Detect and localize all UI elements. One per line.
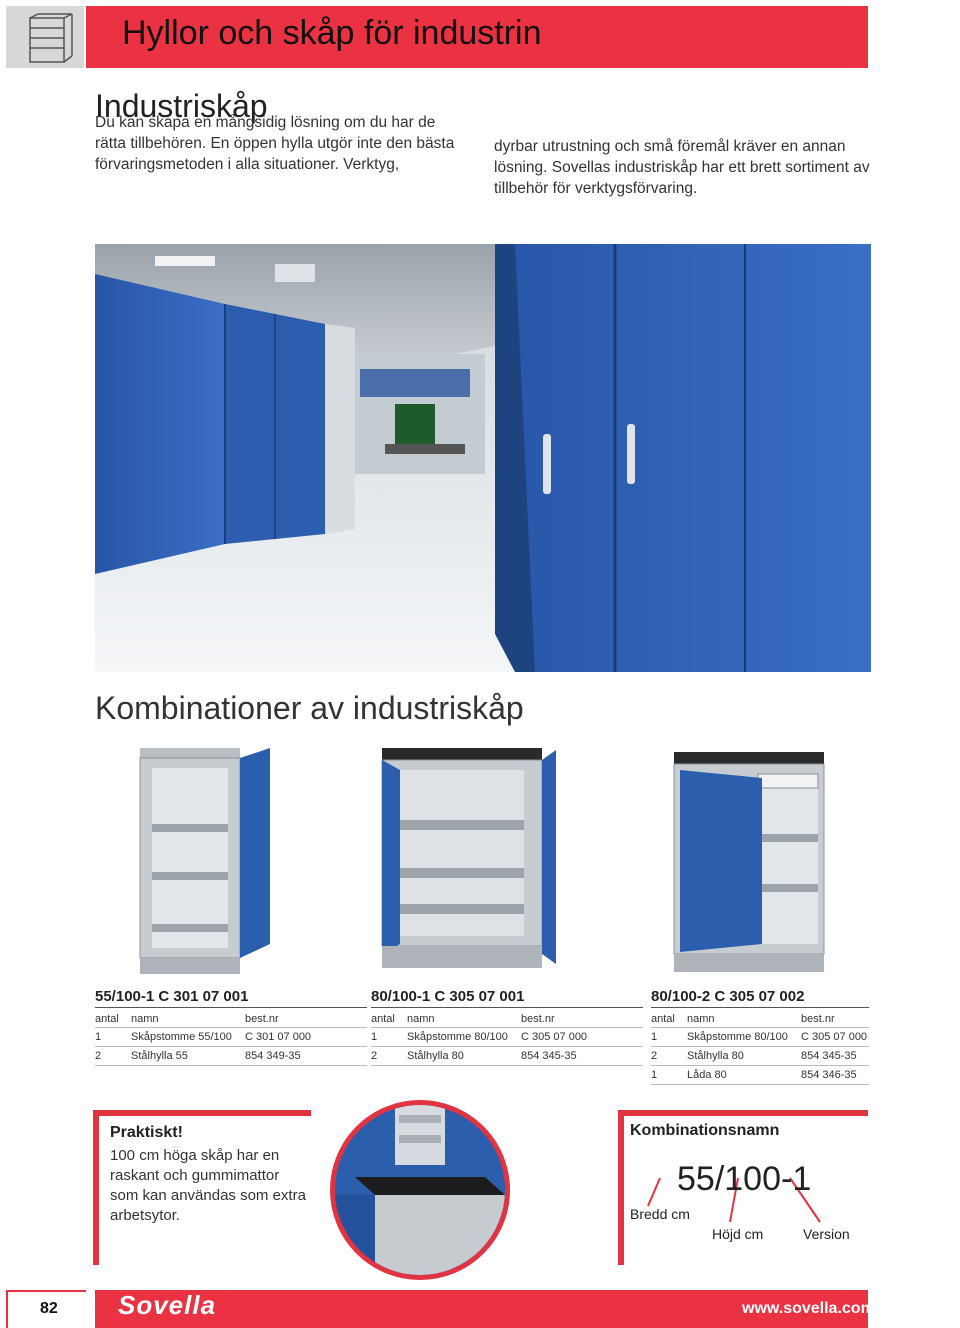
cabinet-55-100-1-image: [130, 744, 280, 984]
combination-name-title: Kombinationsnamn: [630, 1122, 780, 1139]
cell-name: Stålhylla 80: [687, 1046, 801, 1065]
col-header-name: namn: [131, 1012, 159, 1025]
cell-qty: 2: [95, 1046, 131, 1065]
cell-qty: 2: [651, 1046, 687, 1065]
combination-table-55-100-1: [95, 988, 367, 1066]
sovella-logo: Sovella: [118, 1290, 217, 1320]
intro-text-right: dyrbar utrustning och små föremål kräver en annan lösning. Sovellas industriskåp har ett brett sortiment av tillbehör för verktygsförvaring.: [494, 138, 870, 197]
cell-qty: 1: [95, 1027, 131, 1046]
table-row: [651, 1065, 869, 1084]
shelf-icon: [6, 6, 84, 68]
cell-qty: 1: [371, 1027, 407, 1046]
combination-width-label: Bredd cm: [630, 1206, 690, 1222]
practical-tip-text: 100 cm höga skåp har en raskant och gummimattor som kan användas som extra arbetsytor.: [110, 1147, 306, 1224]
cabinet-80-100-1-image: [370, 744, 560, 984]
cell-qty: 2: [371, 1046, 407, 1065]
cell-code: C 301 07 000: [245, 1027, 367, 1046]
combinations-title: Kombinationer av industriskåp: [95, 690, 524, 726]
combination-parts-table: [371, 1008, 643, 1066]
table-row: [651, 1046, 869, 1065]
cell-qty: 1: [651, 1065, 687, 1084]
table-row: [371, 1027, 643, 1046]
col-header-code: best.nr: [521, 1012, 555, 1025]
practical-tip-title: Praktiskt!: [110, 1124, 183, 1141]
cell-name: Låda 80: [687, 1065, 801, 1084]
cell-name: Skåpstomme 80/100: [407, 1027, 521, 1046]
combination-name-example: 55/100-1: [677, 1160, 812, 1198]
cabinet-80-100-2-image: [666, 744, 836, 984]
website-url: www.sovella.com: [742, 1300, 875, 1317]
cabinet-detail-photo: [330, 1100, 510, 1280]
col-header-code: best.nr: [801, 1012, 835, 1025]
combination-title: 80/100-2 C 305 07 002: [651, 988, 869, 1008]
cell-code: 854 346-35: [801, 1065, 869, 1084]
cell-code: 854 345-35: [801, 1046, 869, 1065]
cell-code: C 305 07 000: [521, 1027, 643, 1046]
combination-parts-table: [651, 1008, 869, 1085]
intro-text-left: Du kan skapa en mångsidig lösning om du har de rätta tillbehören. En öppen hylla utgör inte den bästa förvaringsmetoden i alla situationer. Verktyg,: [95, 114, 455, 173]
cell-code: 854 345-35: [521, 1046, 643, 1065]
section-title: Industriskåp: [95, 88, 268, 124]
combination-parts-table: [95, 1008, 367, 1066]
table-row: [95, 1046, 367, 1065]
combination-title: 80/100-1 C 305 07 001: [371, 988, 643, 1008]
page-header-title: Hyllor och skåp för industrin: [122, 14, 542, 52]
table-row: [651, 1027, 869, 1046]
col-header-qty: antal: [95, 1012, 119, 1025]
col-header-name: namn: [407, 1012, 435, 1025]
col-header-qty: antal: [651, 1012, 675, 1025]
cell-name: Skåpstomme 55/100: [131, 1027, 245, 1046]
cell-name: Stålhylla 80: [407, 1046, 521, 1065]
cell-code: C 305 07 000: [801, 1027, 869, 1046]
cell-qty: 1: [651, 1027, 687, 1046]
combination-version-label: Version: [803, 1226, 850, 1242]
combination-height-label: Höjd cm: [712, 1226, 764, 1242]
col-header-name: namn: [687, 1012, 715, 1025]
page-number: 82: [40, 1300, 58, 1317]
col-header-code: best.nr: [245, 1012, 279, 1025]
combination-title: 55/100-1 C 301 07 001: [95, 988, 367, 1008]
cell-code: 854 349-35: [245, 1046, 367, 1065]
col-header-qty: antal: [371, 1012, 395, 1025]
cell-name: Stålhylla 55: [131, 1046, 245, 1065]
table-row: [371, 1046, 643, 1065]
industrial-cabinets-photo: [95, 244, 871, 672]
cell-name: Skåpstomme 80/100: [687, 1027, 801, 1046]
combination-table-80-100-2: [651, 988, 869, 1085]
combination-table-80-100-1: [371, 988, 643, 1066]
table-row: [95, 1027, 367, 1046]
header-icon-box: [6, 6, 84, 68]
